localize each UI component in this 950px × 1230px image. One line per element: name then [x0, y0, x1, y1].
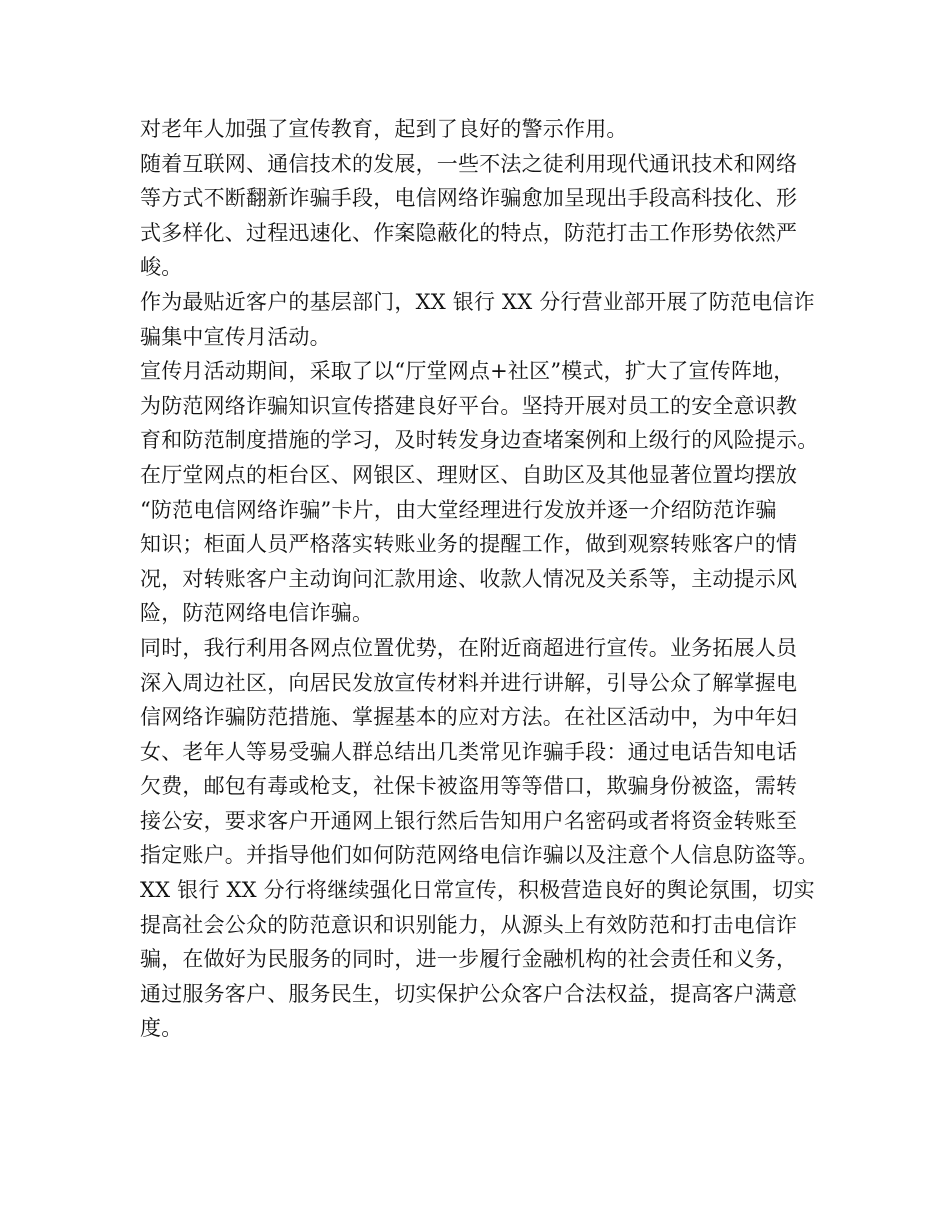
text-line: 接公安，要求客户开通网上银行然后告知用户名密码或者将资金转账至 — [140, 808, 798, 833]
text-line: 同时，我行利用各网点位置优势，在附近商超进行宣传。业务拓展人员 — [140, 635, 798, 660]
text-line: 骗集中宣传月活动。 — [140, 324, 331, 349]
text-line: 欠费，邮包有毒或枪支，社保卡被盗用等等借口，欺骗身份被盗，需转 — [140, 774, 798, 799]
text-line: 等方式不断翻新诈骗手段，电信网络诈骗愈加呈现出手段高科技化、形 — [140, 186, 798, 211]
text-line: 作为最贴近客户的基层部门，XX 银行 XX 分行营业部开展了防范电信诈 — [140, 289, 815, 314]
document-body — [140, 112, 830, 1046]
text-line: 育和防范制度措施的学习，及时转发身边查堵案例和上级行的风险提示。 — [140, 428, 819, 453]
text-line: 在厅堂网点的柜台区、网银区、理财区、自助区及其他显著位置均摆放 — [140, 462, 798, 487]
text-line: 随着互联网、通信技术的发展，一些不法之徒利用现代通讯技术和网络 — [140, 151, 798, 176]
text-line: 指定账户。并指导他们如何防范网络电信诈骗以及注意个人信息防盗等。 — [140, 843, 819, 868]
text-line: 女、老年人等易受骗人群总结出几类常见诈骗手段：通过电话告知电话 — [140, 739, 798, 764]
text-line: 度。 — [140, 1016, 183, 1041]
text-line: 对老年人加强了宣传教育，起到了良好的警示作用。 — [140, 117, 628, 141]
text-line: “防范电信网络诈骗”卡片，由大堂经理进行发放并逐一介绍防范诈骗 — [140, 497, 777, 522]
text-line: 况，对转账客户主动询问汇款用途、收款人情况及关系等，主动提示风 — [140, 566, 798, 591]
text-line: 峻。 — [140, 255, 183, 280]
text-line: 骗，在做好为民服务的同时，进一步履行金融机构的社会责任和义务， — [140, 947, 798, 972]
text-line: 信网络诈骗防范措施、掌握基本的应对方法。在社区活动中，为中年妇 — [140, 705, 798, 730]
text-line: 宣传月活动期间，采取了以“厅堂网点+社区”模式，扩大了宣传阵地， — [140, 359, 795, 384]
text-line: 式多样化、过程迅速化、作案隐蔽化的特点，防范打击工作形势依然严 — [140, 220, 798, 245]
text-line: XX 银行 XX 分行将继续强化日常宣传，积极营造良好的舆论氛围，切实 — [140, 878, 815, 903]
text-line: 深入周边社区，向居民发放宣传材料并进行讲解，引导公众了解掌握电 — [140, 670, 798, 695]
text-line: 为防范网络诈骗知识宣传搭建良好平台。坚持开展对员工的安全意识教 — [140, 393, 798, 418]
text-line: 知识；柜面人员严格落实转账业务的提醒工作，做到观察转账客户的情 — [140, 532, 798, 557]
text-line: 险，防范网络电信诈骗。 — [140, 601, 374, 626]
text-line: 提高社会公众的防范意识和识别能力，从源头上有效防范和打击电信诈 — [140, 912, 798, 937]
text-line: 通过服务客户、服务民生，切实保护公众客户合法权益，提高客户满意 — [140, 981, 798, 1006]
